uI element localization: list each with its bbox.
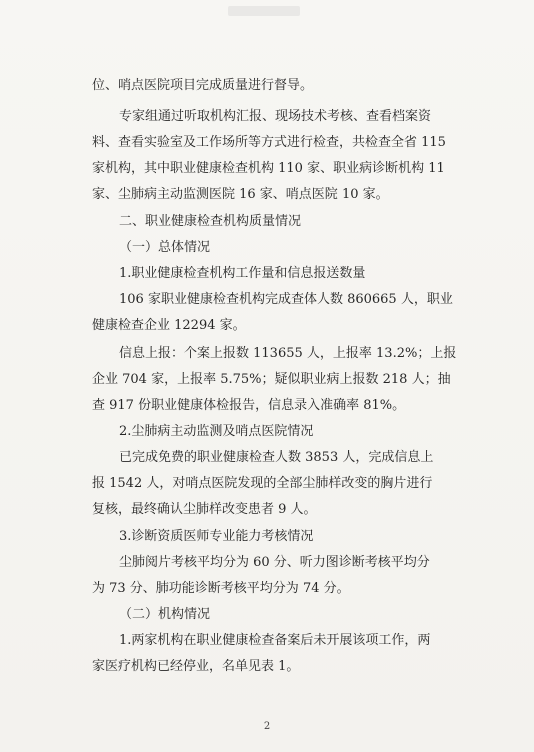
text-line: 1.两家机构在职业健康检查备案后未开展该项工作，两 xyxy=(119,633,431,648)
text-line: 已完成免费的职业健康检查人数 3853 人，完成信息上 xyxy=(119,450,434,465)
text-line: 健康检查企业 12294 家。 xyxy=(92,318,246,333)
text-line: 位、哨点医院项目完成质量进行督导。 xyxy=(92,78,314,93)
faint-header-mark xyxy=(228,6,300,16)
text-line: 专家组通过听取机构汇报、现场技术考核、查看档案资 xyxy=(119,109,432,124)
text-line: 企业 704 家，上报率 5.75%；疑似职业病上报数 218 人；抽 xyxy=(92,372,451,387)
text-line: 查 917 份职业健康体检报告，信息录入准确率 81%。 xyxy=(92,398,406,413)
text-line: 料、查看实验室及工作场所等方式进行检查，共检查全省 115 xyxy=(92,135,446,150)
text-line: 报 1542 人，对哨点医院发现的全部尘肺样改变的胸片进行 xyxy=(92,476,433,491)
item-heading: 1.职业健康检查机构工作量和信息报送数量 xyxy=(119,266,366,281)
text-line: 家医疗机构已经停业，名单见表 1。 xyxy=(92,659,300,674)
section-heading: 二、职业健康检查机构质量情况 xyxy=(119,214,302,229)
text-line: 信息上报：个案上报数 113655 人，上报率 13.2%；上报 xyxy=(119,346,457,361)
page-number: 2 xyxy=(263,721,271,732)
text-line: 尘肺阅片考核平均分为 60 分、听力图诊断考核平均分 xyxy=(119,555,430,570)
text-line: 家、尘肺病主动监测医院 16 家、哨点医院 10 家。 xyxy=(92,187,389,202)
text-line: 为 73 分、肺功能诊断考核平均分为 74 分。 xyxy=(92,581,350,596)
text-line: 家机构，其中职业健康检查机构 110 家、职业病诊断机构 11 xyxy=(92,161,445,176)
subheading: （一）总体情况 xyxy=(119,240,211,255)
item-heading: 3.诊断资质医师专业能力考核情况 xyxy=(119,529,314,544)
text-line: 106 家职业健康检查机构完成查体人数 860665 人，职业 xyxy=(119,292,453,307)
subheading: （二）机构情况 xyxy=(119,607,211,622)
text-line: 复核，最终确认尘肺样改变患者 9 人。 xyxy=(92,502,317,517)
item-heading: 2.尘肺病主动监测及哨点医院情况 xyxy=(119,424,314,439)
